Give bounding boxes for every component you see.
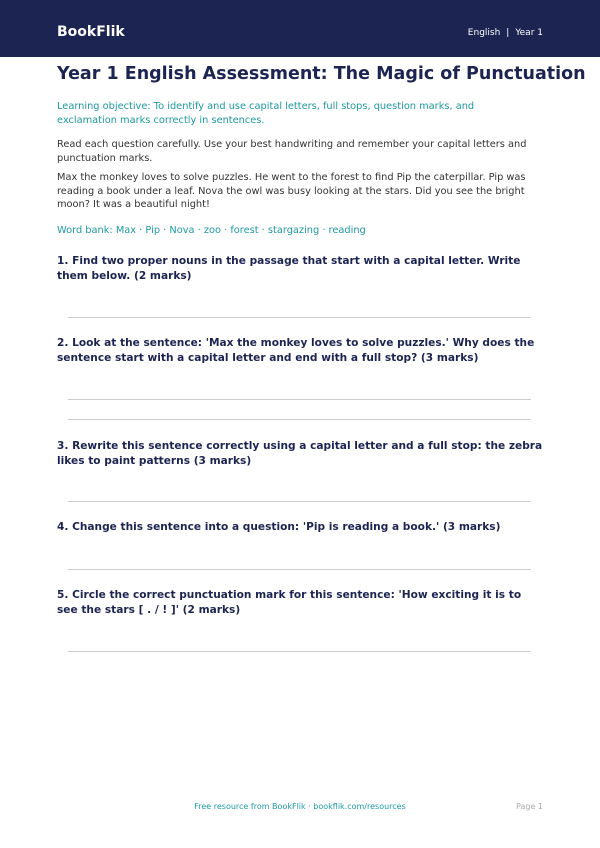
answer-line[interactable] <box>68 317 531 318</box>
subject-label: English <box>467 28 501 38</box>
answer-line[interactable] <box>68 651 531 652</box>
answer-line[interactable] <box>68 569 531 570</box>
question-2: 2. Look at the sentence: 'Max the monkey loves to solve puzzles.' Why does the sentence start with a capital letter and end with a full stop? (3 marks) <box>57 337 535 364</box>
footer-resource-link[interactable]: Free resource from BookFlik · bookflik.com/resources <box>194 802 406 811</box>
breadcrumb-separator: | <box>506 28 510 38</box>
word-bank: Word bank: Max · Pip · Nova · zoo · forest · stargazing · reading <box>57 225 366 236</box>
question-3: 3. Rewrite this sentence correctly using a capital letter and a full stop: the zebra likes to paint patterns (3 marks) <box>57 440 543 467</box>
question-4: 4. Change this sentence into a question: 'Pip is reading a book.' (3 marks) <box>57 521 501 533</box>
page-title: Year 1 English Assessment: The Magic of Punctuation <box>57 64 586 84</box>
brand-logo[interactable]: BookFlik <box>57 24 125 40</box>
answer-line[interactable] <box>68 419 531 420</box>
subject-breadcrumb <box>468 28 543 38</box>
reading-passage: Max the monkey loves to solve puzzles. He went to the forest to find Pip the caterpillar. Pip was reading a book under a leaf. Nova the owl was busy looking at the stars. Did you see the bright moon? It was a beautiful night! <box>57 172 526 210</box>
page-number: Page 1 <box>516 802 543 811</box>
question-5: 5. Circle the correct punctuation mark for this sentence: 'How exciting it is to see the stars [ . / ! ]' (2 marks) <box>57 589 522 616</box>
answer-line[interactable] <box>68 501 531 502</box>
learning-objective: Learning objective: To identify and use capital letters, full stops, question marks, and exclamation marks correctly in sentences. <box>57 101 475 126</box>
instructions-text: Read each question carefully. Use your best handwriting and remember your capital letters and punctuation marks. <box>57 139 527 164</box>
header-bar <box>0 0 600 57</box>
year-label: Year 1 <box>515 28 543 38</box>
question-1: 1. Find two proper nouns in the passage that start with a capital letter. Write them below. (2 marks) <box>57 255 521 282</box>
answer-line[interactable] <box>68 399 531 400</box>
